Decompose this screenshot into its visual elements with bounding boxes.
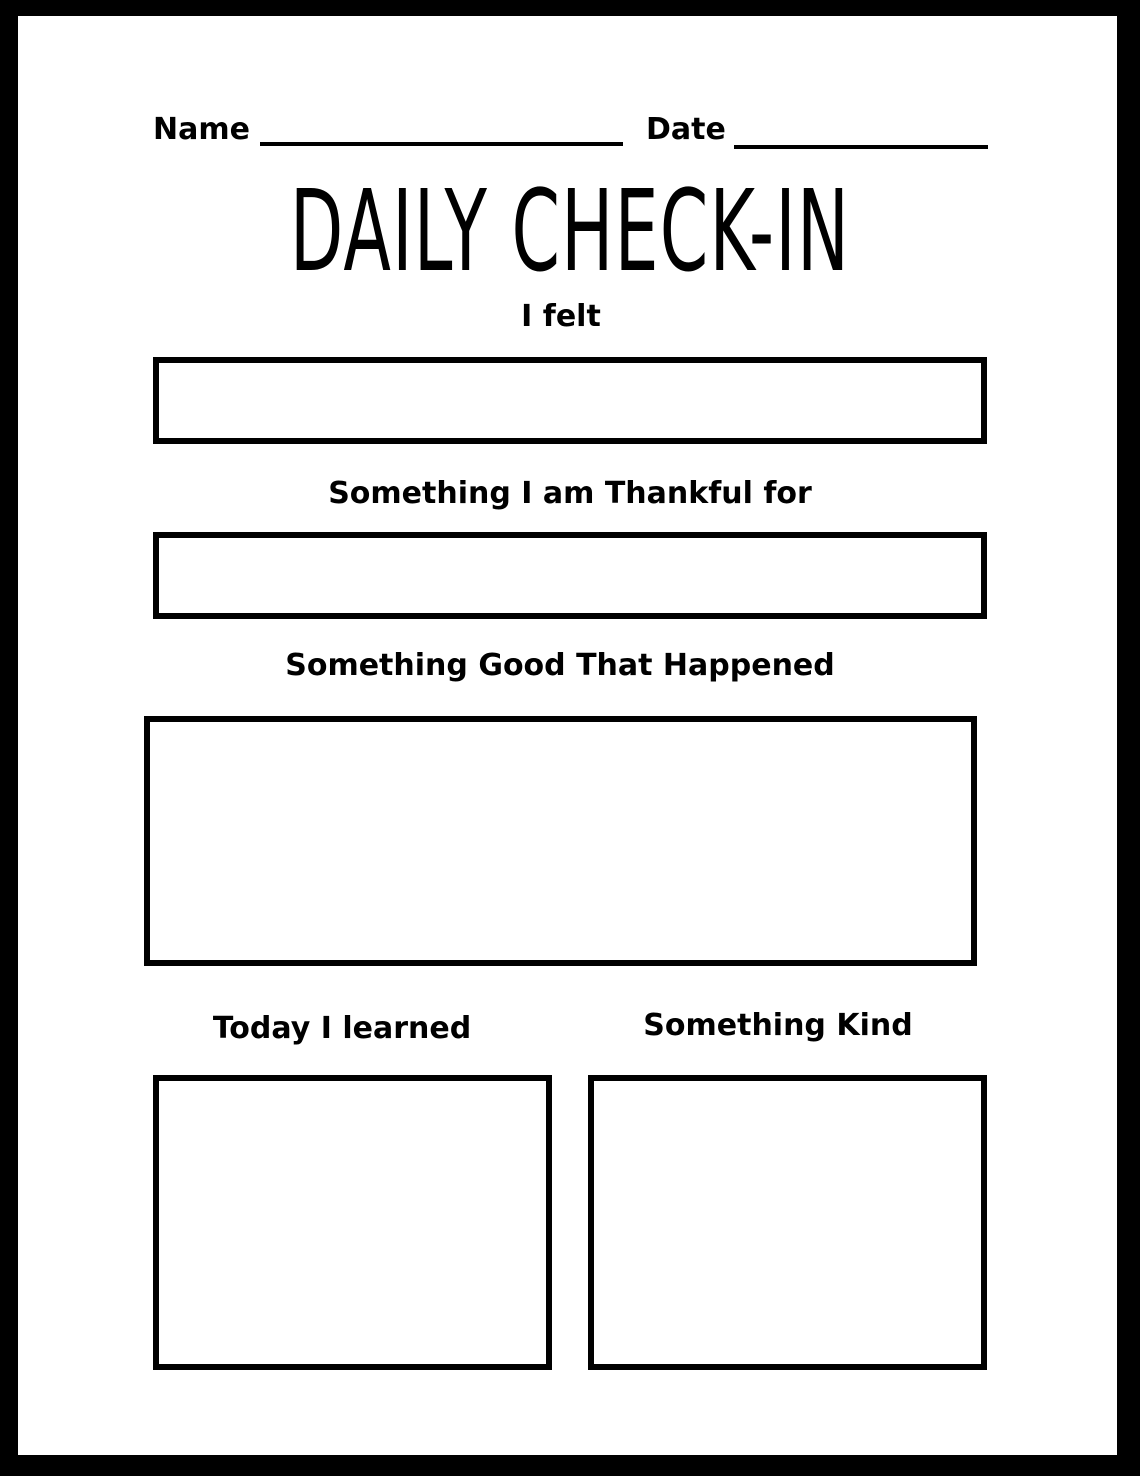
- thankful-box[interactable]: [153, 532, 987, 619]
- felt-label: I felt: [521, 299, 601, 334]
- date-field-line[interactable]: [734, 145, 988, 149]
- learned-label: Today I learned: [212, 1011, 472, 1046]
- felt-box[interactable]: [153, 357, 987, 444]
- kind-box[interactable]: [588, 1075, 987, 1370]
- name-label: Name: [153, 112, 250, 147]
- good-label: Something Good That Happened: [285, 648, 835, 683]
- kind-label: Something Kind: [643, 1008, 913, 1043]
- good-box[interactable]: [144, 716, 977, 966]
- thankful-label: Something I am Thankful for: [328, 476, 812, 511]
- page-title: DAILY CHECK-IN: [289, 167, 851, 297]
- learned-box[interactable]: [153, 1075, 552, 1370]
- name-field-line[interactable]: [260, 142, 623, 146]
- date-label: Date: [646, 112, 726, 147]
